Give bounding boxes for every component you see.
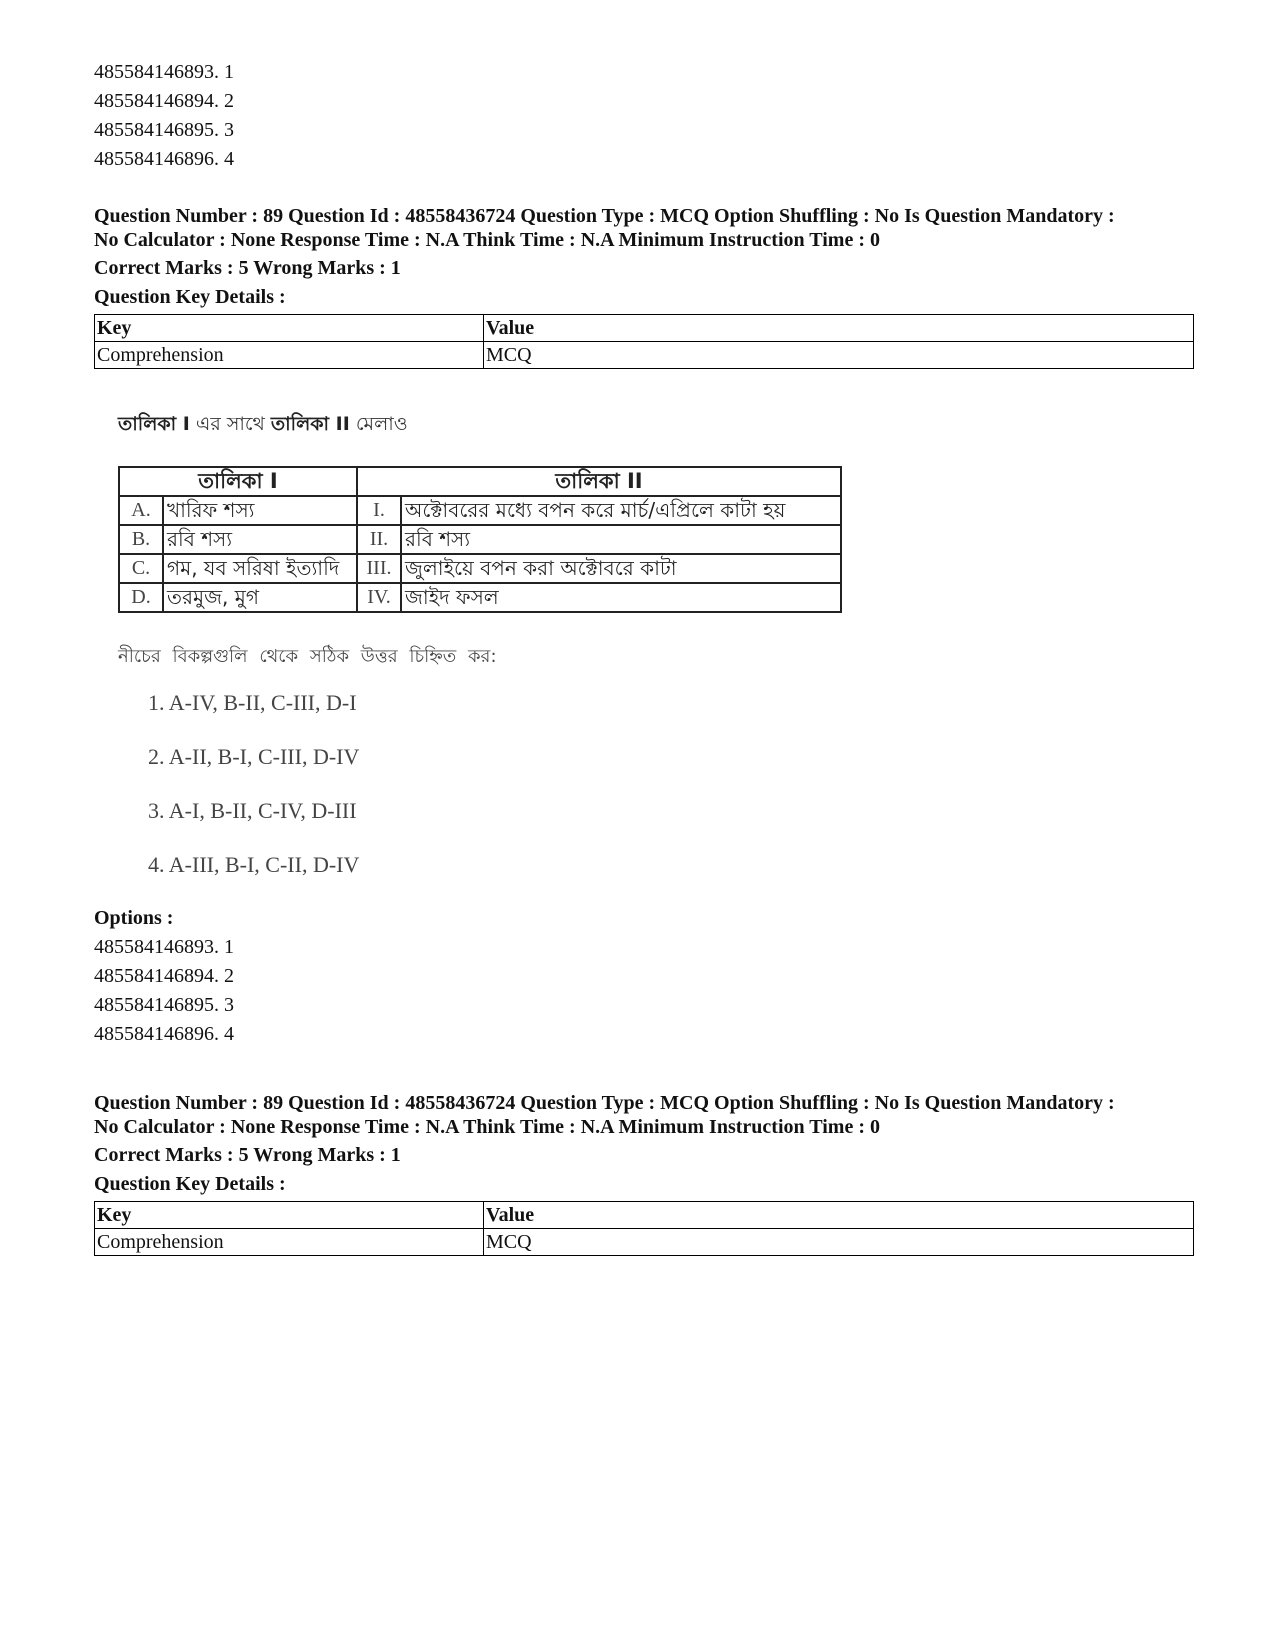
- instruction-list1: তালিকা I: [118, 413, 190, 435]
- instruction-match: মেলাও: [349, 413, 408, 435]
- match-left-text: তরমুজ, মুগ: [163, 583, 357, 612]
- match-right-text: জুলাইয়ে বপন করা অক্টোবরে কাটা: [401, 554, 841, 583]
- match-col1-header: তালিকা I: [119, 467, 357, 496]
- question-block-1: [94, 204, 1194, 369]
- table-header-value: Value: [484, 315, 1194, 342]
- option-line: 485584146894. 2: [94, 90, 234, 112]
- question-block-2: [94, 1091, 1194, 1256]
- match-right-text: জাইদ ফসল: [401, 583, 841, 612]
- match-right-text: অক্টোবরের মধ্যে বপন করে মার্চ/এপ্রিলে কাটা হয়: [401, 496, 841, 525]
- match-left-code: C.: [119, 554, 163, 583]
- table-header-row: [95, 315, 1194, 342]
- match-instruction: [118, 410, 868, 442]
- table-row: [95, 1229, 1194, 1256]
- answer-choice: 3. A-I, B-II, C-IV, D-III: [148, 798, 357, 823]
- option-line: 485584146893. 1: [94, 61, 234, 83]
- table-header-key: Key: [95, 315, 484, 342]
- table-header-row: [95, 1202, 1194, 1229]
- match-right-code: I.: [357, 496, 401, 525]
- table-row: [95, 342, 1194, 369]
- table-header-value: Value: [484, 1202, 1194, 1229]
- match-header-row: [119, 467, 841, 496]
- key-details-table: [94, 1201, 1194, 1256]
- option-line: 485584146893. 1: [94, 936, 234, 958]
- options-label: Options :: [94, 907, 174, 929]
- instruction-list2: তালিকা II: [270, 413, 350, 435]
- option-line: 485584146896. 4: [94, 1023, 234, 1045]
- option-line: 485584146895. 3: [94, 119, 234, 141]
- match-table: [118, 466, 842, 613]
- match-left-text: খারিফ শস্য: [163, 496, 357, 525]
- question-header-line2: No Calculator : None Response Time : N.A Think Time : N.A Minimum Instruction Time : 0: [94, 1116, 880, 1138]
- match-left-text: রবি শস্য: [163, 525, 357, 554]
- marks-line: Correct Marks : 5 Wrong Marks : 1: [94, 1144, 401, 1166]
- match-right-code: II.: [357, 525, 401, 554]
- question-image: [118, 410, 868, 877]
- question-header-line2: No Calculator : None Response Time : N.A Think Time : N.A Minimum Instruction Time : 0: [94, 229, 880, 251]
- question-header-line1: Question Number : 89 Question Id : 48558436724 Question Type : MCQ Option Shuffling : No Is Question Mandatory :: [94, 205, 1115, 227]
- match-col2-header: তালিকা II: [357, 467, 841, 496]
- answer-choice: 2. A-II, B-I, C-III, D-IV: [148, 744, 360, 769]
- match-row: [119, 554, 841, 583]
- key-details-label: Question Key Details :: [94, 286, 286, 308]
- match-row: [119, 496, 841, 525]
- instruction-connector: এর সাথে: [189, 413, 271, 435]
- question-header-line1: Question Number : 89 Question Id : 48558436724 Question Type : MCQ Option Shuffling : No Is Question Mandatory :: [94, 1092, 1115, 1114]
- table-cell-key: Comprehension: [95, 342, 484, 369]
- answer-choice: 1. A-IV, B-II, C-III, D-I: [148, 690, 357, 715]
- match-right-text: রবি শস্য: [401, 525, 841, 554]
- option-line: 485584146894. 2: [94, 965, 234, 987]
- match-left-code: A.: [119, 496, 163, 525]
- match-right-code: III.: [357, 554, 401, 583]
- key-details-table: [94, 314, 1194, 369]
- table-cell-value: MCQ: [484, 342, 1194, 369]
- key-details-label: Question Key Details :: [94, 1173, 286, 1195]
- match-left-code: B.: [119, 525, 163, 554]
- match-row: [119, 583, 841, 612]
- option-line: 485584146895. 3: [94, 994, 234, 1016]
- match-right-code: IV.: [357, 583, 401, 612]
- choose-instruction: নীচের বিকল্পগুলি থেকে সঠিক উত্তর চিহ্নিত কর:: [118, 646, 497, 667]
- options-block: [94, 904, 234, 1049]
- marks-line: Correct Marks : 5 Wrong Marks : 1: [94, 257, 401, 279]
- top-options-list: [94, 58, 234, 174]
- table-cell-value: MCQ: [484, 1229, 1194, 1256]
- table-header-key: Key: [95, 1202, 484, 1229]
- table-cell-key: Comprehension: [95, 1229, 484, 1256]
- match-row: [119, 525, 841, 554]
- answer-choice: 4. A-III, B-I, C-II, D-IV: [148, 852, 360, 877]
- option-line: 485584146896. 4: [94, 148, 234, 170]
- match-left-text: গম, যব সরিষা ইত্যাদি: [163, 554, 357, 583]
- match-left-code: D.: [119, 583, 163, 612]
